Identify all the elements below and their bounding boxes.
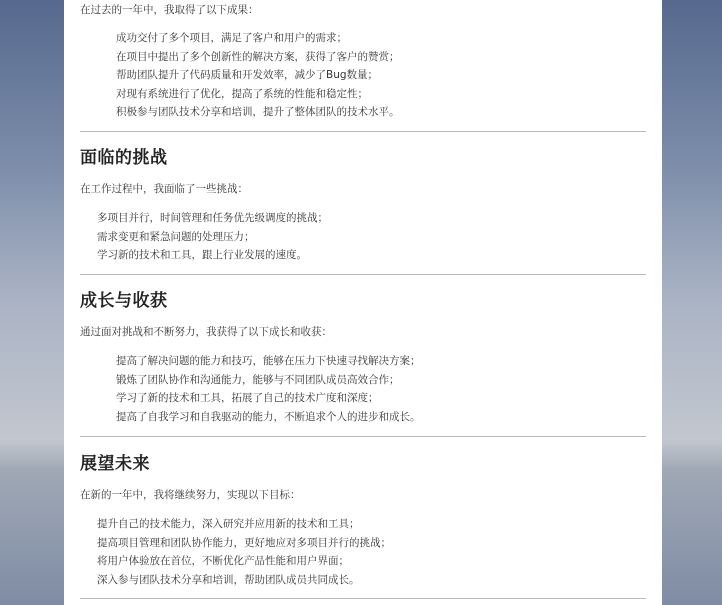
list-item: 深入参与团队技术分享和培训，帮助团队成员共同成长。 — [97, 573, 360, 586]
growth-list — [116, 354, 421, 428]
list-item: 提高了自我学习和自我驱动的能力，不断追求个人的进步和成长。 — [116, 410, 421, 423]
section-divider — [80, 598, 646, 599]
section-divider — [80, 131, 646, 132]
list-item: 需求变更和紧急问题的处理压力； — [97, 230, 255, 243]
challenges-intro: 在工作过程中，我面临了一些挑战： — [80, 183, 248, 195]
list-item: 学习新的技术和工具，跟上行业发展的速度。 — [97, 249, 307, 261]
list-item: 提高项目管理和团队协作能力，更好地应对多项目并行的挑战； — [97, 536, 391, 549]
challenges-list — [97, 211, 328, 267]
document-page — [64, 0, 662, 605]
achievements-list — [116, 31, 400, 124]
section-title-challenges: 面临的挑战 — [80, 148, 168, 168]
list-item: 积极参与团队技术分享和培训，提升了整体团队的技术水平。 — [116, 106, 400, 118]
list-item: 提高了解决问题的能力和技巧，能够在压力下快速寻找解决方案； — [116, 355, 421, 367]
list-item: 成功交付了多个项目，满足了客户和用户的需求； — [116, 32, 347, 44]
list-item: 多项目并行，时间管理和任务优先级调度的挑战； — [97, 212, 328, 224]
list-item: 学习了新的技术和工具，拓展了自己的技术广度和深度； — [116, 392, 379, 404]
achievements-intro: 在过去的一年中，我取得了以下成果： — [80, 4, 259, 16]
outlook-list — [97, 517, 391, 591]
section-title-outlook: 展望未来 — [80, 454, 150, 474]
list-item: 在项目中提出了多个创新性的解决方案，获得了客户的赞赏； — [116, 50, 400, 63]
growth-intro: 通过面对挑战和不断努力，我获得了以下成长和收获： — [80, 326, 332, 338]
list-item: 将用户体验放在首位，不断优化产品性能和用户界面； — [97, 555, 349, 567]
section-divider — [80, 436, 646, 437]
outlook-intro: 在新的一年中，我将继续努力，实现以下目标： — [80, 489, 301, 501]
list-item: 锻炼了团队协作和沟通能力，能够与不同团队成员高效合作； — [116, 373, 400, 386]
section-title-growth: 成长与收获 — [80, 291, 168, 311]
list-item: 帮助团队提升了代码质量和开发效率，减少了Bug数量； — [116, 69, 379, 81]
list-item: 提升自己的技术能力，深入研究并应用新的技术和工具； — [97, 518, 360, 530]
list-item: 对现有系统进行了优化，提高了系统的性能和稳定性； — [116, 87, 368, 100]
section-divider — [80, 274, 646, 275]
